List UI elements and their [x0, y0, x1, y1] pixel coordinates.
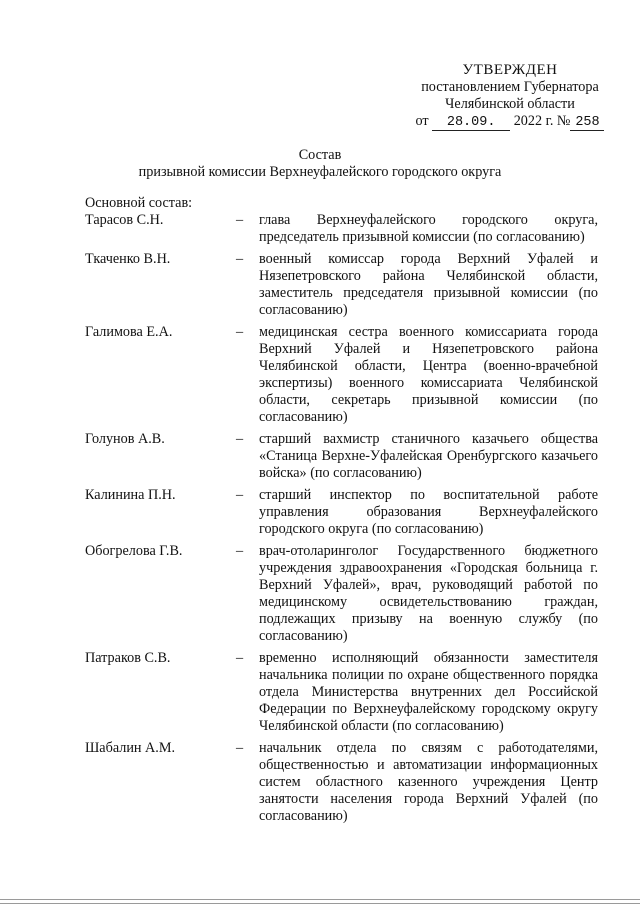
- member-description: военный комиссар города Верхний Уфалей и Нязепетровского района Челябинской области, заместитель председателя призывной комиссии (по согласованию): [259, 251, 598, 318]
- member-dash: –: [236, 251, 244, 267]
- member-description: временно исполняющий обязанности заместителя начальника полиции по охране общественного порядка отдела Министерства внутренних дел Российской Федерации по Верхнеуфалейскому городскому округу Челябинской области (по согласованию): [259, 650, 598, 734]
- member-name: Голунов А.В.: [85, 431, 165, 447]
- member-dash: –: [236, 324, 244, 340]
- members-list: [0, 212, 640, 825]
- member-description: медицинская сестра военного комиссариата города Верхний Уфалей и Нязепетровского района Челябинской области, Центра (военно-врачебной экспертизы) военного комиссариата Челябинской области, секретарь призывной комиссии (по согласованию): [259, 324, 598, 425]
- member-dash: –: [236, 212, 244, 228]
- member-description: старший вахмистр станичного казачьего общества «Станица Верхне-Уфалейская Оренбургского казачьего войска» (по согласованию): [259, 431, 598, 481]
- section-label: Основной состав:: [85, 195, 193, 211]
- member-row: [0, 212, 640, 246]
- heading-subtitle: призывной комиссии Верхнеуфалейского городского округа: [138, 164, 502, 180]
- member-row: [0, 251, 640, 319]
- date-prefix: от: [415, 113, 429, 129]
- member-row: [0, 740, 640, 825]
- member-name: Патраков С.В.: [85, 650, 171, 666]
- member-description: врач-отоларинголог Государственного бюджетного учреждения здравоохранения «Городская больница г. Верхний Уфалей», врач, руководящий работой по медицинскому освидетельствованию граждан, подлежащих призыву на военную службу (по согласованию): [259, 543, 598, 644]
- scan-bottom-edge: [0, 899, 640, 904]
- member-description: старший инспектор по воспитательной работе управления образования Верхнеуфалейского городского округа (по согласованию): [259, 487, 598, 537]
- document-heading: [0, 147, 640, 181]
- member-dash: –: [236, 740, 244, 756]
- member-dash: –: [236, 650, 244, 666]
- member-dash: –: [236, 431, 244, 447]
- member-name: Шабалин А.М.: [85, 740, 176, 756]
- date-year: 2022 г. №: [513, 113, 571, 129]
- member-dash: –: [236, 543, 244, 559]
- member-description: глава Верхнеуфалейского городского округа, председатель призывной комиссии (по согласованию): [259, 212, 598, 245]
- approval-line-1: постановлением Губернатора: [421, 79, 599, 95]
- member-name: Тарасов С.Н.: [85, 212, 164, 228]
- member-row: [0, 543, 640, 645]
- handwritten-date: 28.09.: [432, 115, 510, 131]
- member-description: начальник отдела по связям с работодателями, общественностью и автоматизации информационных систем областного казенного учреждения Центр занятости населения города Верхний Уфалей (по согласованию): [259, 740, 598, 824]
- member-row: [0, 650, 640, 735]
- member-name: Ткаченко В.Н.: [85, 251, 171, 267]
- member-name: Галимова Е.А.: [85, 324, 173, 340]
- approval-date-line: [400, 113, 620, 131]
- member-dash: –: [236, 487, 244, 503]
- handwritten-number: 258: [570, 115, 604, 131]
- member-row: [0, 487, 640, 538]
- member-row: [0, 431, 640, 482]
- approval-block: [400, 62, 620, 131]
- member-name: Калинина П.Н.: [85, 487, 176, 503]
- member-name: Обогрелова Г.В.: [85, 543, 183, 559]
- member-row: [0, 324, 640, 426]
- approval-line-2: Челябинской области: [445, 96, 575, 112]
- approval-stamp: УТВЕРЖДЕН: [462, 62, 558, 78]
- heading-title: Состав: [298, 147, 342, 163]
